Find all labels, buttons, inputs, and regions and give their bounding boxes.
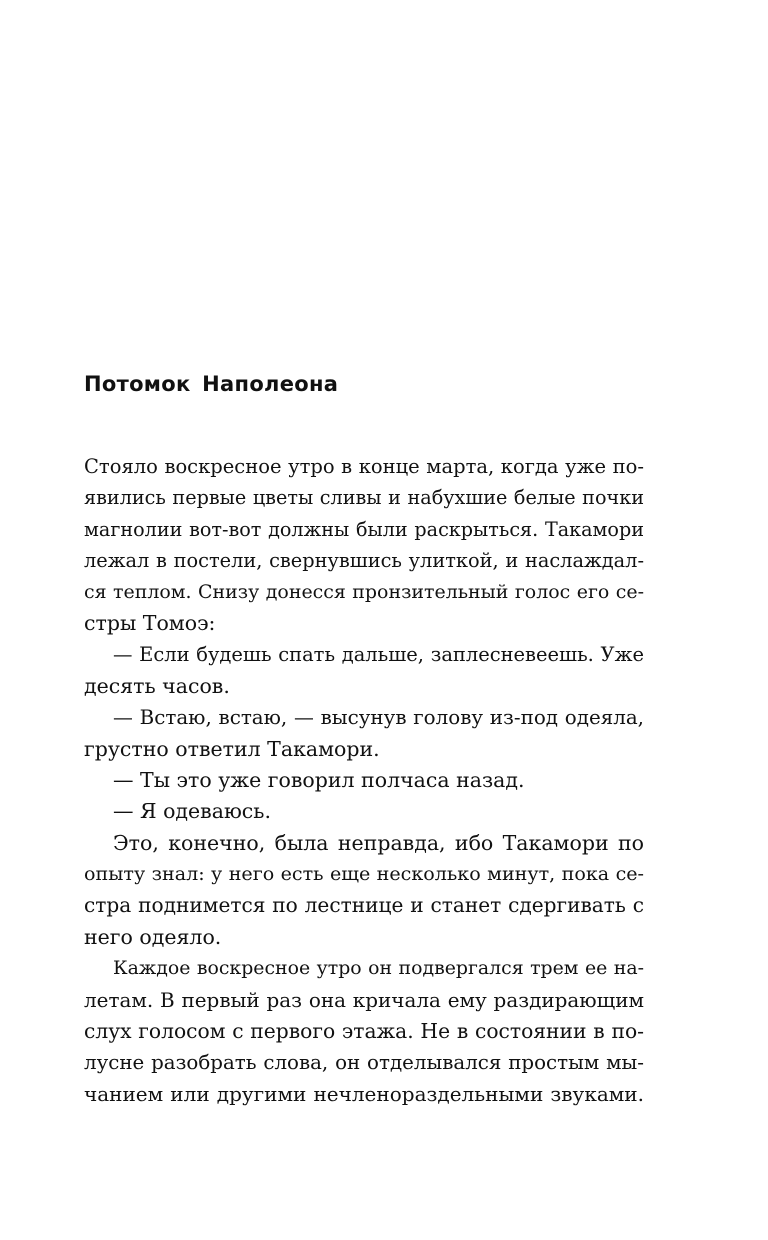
chapter-title: Потомок Наполеона [84, 372, 339, 396]
chapter-body-text [84, 451, 644, 1110]
text-line: летам. В первый раз она кричала ему раздирающим [84, 987, 644, 1012]
text-line: — Встаю, встаю, — высунув голову из-под одеяла, [113, 706, 644, 730]
text-line: ся теплом. Снизу донесся пронзительный голос его се- [84, 580, 644, 603]
text-line: — Я одеваюсь. [113, 799, 271, 824]
text-line: стра поднимется по лестнице и станет сдергивать с [84, 893, 644, 918]
text-line: чанием или другими нечленораздельными звуками. [84, 1081, 644, 1106]
text-line: лежал в постели, свернувшись улиткой, и наслаждал- [84, 549, 644, 573]
text-line: слух голосом с первого этажа. Не в состоянии в по- [84, 1019, 644, 1044]
text-line: магнолии вот-вот должны были раскрыться. Такамори [84, 517, 644, 541]
text-line: грустно ответил Такамори. [84, 736, 380, 761]
text-line: десять часов. [84, 673, 230, 698]
text-line: стры Томоэ: [84, 610, 216, 635]
text-line: него одеяло. [84, 924, 222, 949]
text-line: — Ты это уже говорил полчаса назад. [113, 767, 525, 792]
text-line: опыту знал: у него есть еще несколько минут, пока се- [84, 863, 644, 886]
text-line: — Если будешь спать дальше, заплесневеешь. Уже [113, 643, 644, 667]
text-line: явились первые цветы сливы и набухшие белые почки [84, 486, 644, 510]
text-line: лусне разобрать слова, он отделывался простым мы- [84, 1051, 644, 1075]
text-line: Стояло воскресное утро в конце марта, когда уже по- [84, 455, 644, 478]
text-line: Это, конечно, была неправда, ибо Такамори по [113, 830, 644, 855]
text-line: Каждое воскресное утро он подвергался трем ее на- [113, 957, 644, 980]
